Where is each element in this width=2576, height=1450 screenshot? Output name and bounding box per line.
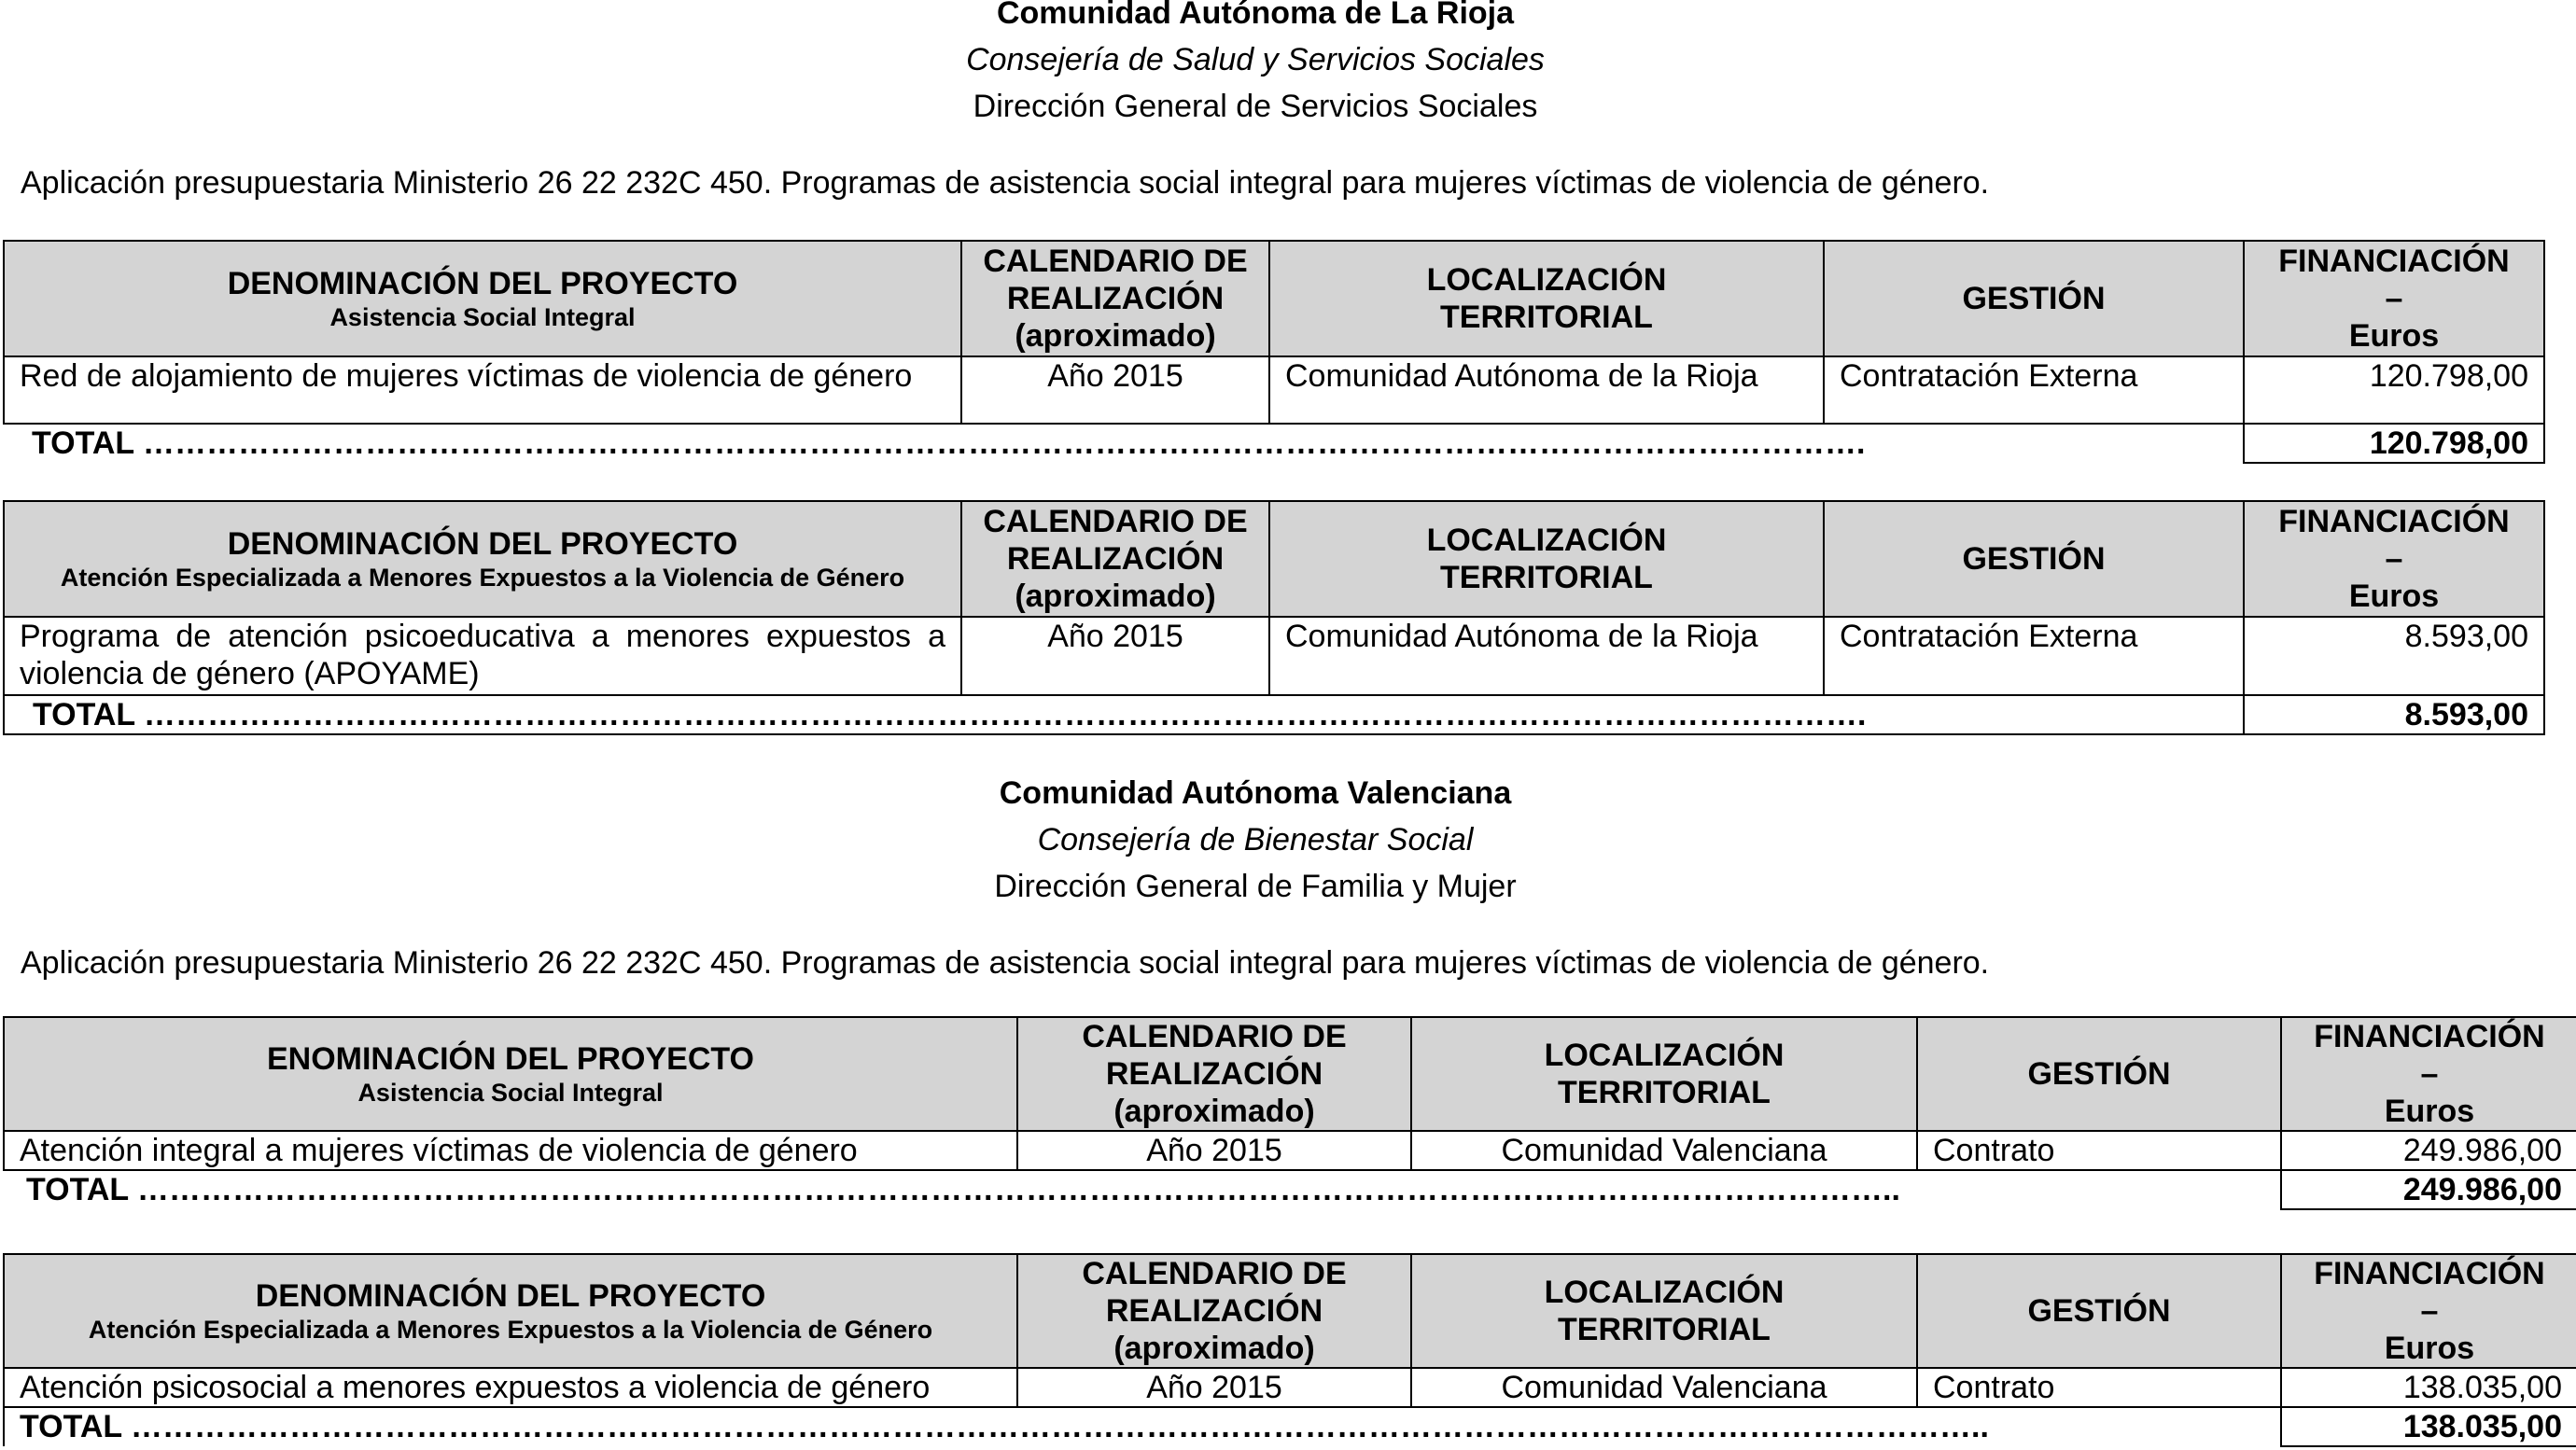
cell-financiacion: 249.986,00 — [2281, 1131, 2576, 1170]
total-label: TOTAL ………………………………………………………………………………………………………………………………………………. — [4, 695, 2244, 734]
project-table-3 — [3, 1016, 2576, 1210]
section1-aplicacion: Aplicación presupuestaria Ministerio 26 22 232C 450. Programas de asistencia social integral para mujeres víctimas de violencia de género. — [21, 165, 1990, 201]
table-header-row — [4, 501, 2544, 617]
total-row — [4, 424, 2544, 463]
cell-gestion: Contratación Externa — [1824, 617, 2244, 695]
cell-financiacion: 138.035,00 — [2281, 1368, 2576, 1407]
header-financiacion: FINANCIACIÓN – Euros — [2281, 1254, 2576, 1368]
cell-gestion: Contrato — [1917, 1131, 2281, 1170]
table-header-row — [4, 241, 2544, 356]
cell-localizacion: Comunidad Valenciana — [1411, 1368, 1917, 1407]
table-row — [4, 1131, 2576, 1170]
project-table-1 — [3, 240, 2545, 464]
section1-consejeria: Consejería de Salud y Servicios Sociales — [966, 42, 1545, 77]
total-value: 120.798,00 — [2244, 424, 2544, 463]
cell-proyecto: Atención integral a mujeres víctimas de violencia de género — [4, 1131, 1017, 1170]
project-table-4 — [3, 1253, 2576, 1447]
total-label: TOTAL ………………………………………………………………………………………………………………………………………………………….. — [4, 1407, 2281, 1446]
header-calendario: CALENDARIO DE REALIZACIÓN (aproximado) — [961, 501, 1269, 617]
header-gestion: GESTIÓN — [1917, 1254, 2281, 1368]
header-calendario: CALENDARIO DE REALIZACIÓN (aproximado) — [1017, 1017, 1411, 1131]
total-value: 8.593,00 — [2244, 695, 2544, 734]
header-gestion: GESTIÓN — [1824, 241, 2244, 356]
table-header-row — [4, 1017, 2576, 1131]
header-subtitle: Atención Especializada a Menores Expuestos a la Violencia de Género — [60, 564, 905, 592]
cell-proyecto: Programa de atención psicoeducativa a menores expuestos a violencia de género (APOYAME) — [4, 617, 961, 695]
total-row — [4, 695, 2544, 734]
section1-title: Comunidad Autónoma de La Rioja — [996, 0, 1515, 31]
total-label: TOTAL ………………………………………………………………………………………………………………………………………………….. — [4, 1170, 2281, 1209]
cell-proyecto: Red de alojamiento de mujeres víctimas de violencia de género — [4, 356, 961, 424]
header-subtitle: Asistencia Social Integral — [329, 303, 636, 331]
section2-title: Comunidad Autónoma Valenciana — [999, 775, 1512, 811]
header-denominacion: DENOMINACIÓN DEL PROYECTO Atención Especializada a Menores Expuestos a la Violencia de Género — [4, 501, 961, 617]
table-row — [4, 356, 2544, 424]
header-financiacion: FINANCIACIÓN – Euros — [2244, 501, 2544, 617]
header-subtitle: Atención Especializada a Menores Expuestos a la Violencia de Género — [88, 1316, 933, 1344]
header-financiacion: FINANCIACIÓN – Euros — [2281, 1017, 2576, 1131]
header-denominacion: ENOMINACIÓN DEL PROYECTO Asistencia Social Integral — [4, 1017, 1017, 1131]
total-label: TOTAL ………………………………………………………………………………………………………………………………………………. — [4, 424, 2244, 463]
header-denominacion: DENOMINACIÓN DEL PROYECTO Atención Especializada a Menores Expuestos a la Violencia de Género — [4, 1254, 1017, 1368]
header-subtitle: Asistencia Social Integral — [357, 1079, 664, 1107]
cell-financiacion: 8.593,00 — [2244, 617, 2544, 695]
cell-calendario: Año 2015 — [961, 617, 1269, 695]
cell-localizacion: Comunidad Autónoma de la Rioja — [1269, 356, 1824, 424]
total-row — [4, 1170, 2576, 1209]
header-denominacion: DENOMINACIÓN DEL PROYECTO Asistencia Social Integral — [4, 241, 961, 356]
section2-consejeria: Consejería de Bienestar Social — [1037, 822, 1474, 857]
cell-proyecto: Atención psicosocial a menores expuestos a violencia de género — [4, 1368, 1017, 1407]
header-localizacion: LOCALIZACIÓN TERRITORIAL — [1411, 1254, 1917, 1368]
section2-direccion: Dirección General de Familia y Mujer — [994, 869, 1517, 904]
table-row — [4, 1368, 2576, 1407]
cell-localizacion: Comunidad Autónoma de la Rioja — [1269, 617, 1824, 695]
header-calendario: CALENDARIO DE REALIZACIÓN (aproximado) — [961, 241, 1269, 356]
table-header-row — [4, 1254, 2576, 1368]
section1-direccion: Dirección General de Servicios Sociales — [973, 89, 1538, 124]
header-gestion: GESTIÓN — [1824, 501, 2244, 617]
total-row — [4, 1407, 2576, 1446]
cell-gestion: Contrato — [1917, 1368, 2281, 1407]
header-localizacion: LOCALIZACIÓN TERRITORIAL — [1269, 241, 1824, 356]
header-calendario: CALENDARIO DE REALIZACIÓN (aproximado) — [1017, 1254, 1411, 1368]
cell-calendario: Año 2015 — [961, 356, 1269, 424]
project-table-2 — [3, 500, 2545, 735]
header-gestion: GESTIÓN — [1917, 1017, 2281, 1131]
header-financiacion: FINANCIACIÓN – Euros — [2244, 241, 2544, 356]
cell-financiacion: 120.798,00 — [2244, 356, 2544, 424]
cell-calendario: Año 2015 — [1017, 1368, 1411, 1407]
total-value: 138.035,00 — [2281, 1407, 2576, 1446]
header-localizacion: LOCALIZACIÓN TERRITORIAL — [1269, 501, 1824, 617]
cell-calendario: Año 2015 — [1017, 1131, 1411, 1170]
cell-localizacion: Comunidad Valenciana — [1411, 1131, 1917, 1170]
section2-aplicacion: Aplicación presupuestaria Ministerio 26 22 232C 450. Programas de asistencia social integral para mujeres víctimas de violencia de género. — [21, 945, 1990, 981]
table-row — [4, 617, 2544, 695]
cell-gestion: Contratación Externa — [1824, 356, 2244, 424]
total-value: 249.986,00 — [2281, 1170, 2576, 1209]
header-localizacion: LOCALIZACIÓN TERRITORIAL — [1411, 1017, 1917, 1131]
